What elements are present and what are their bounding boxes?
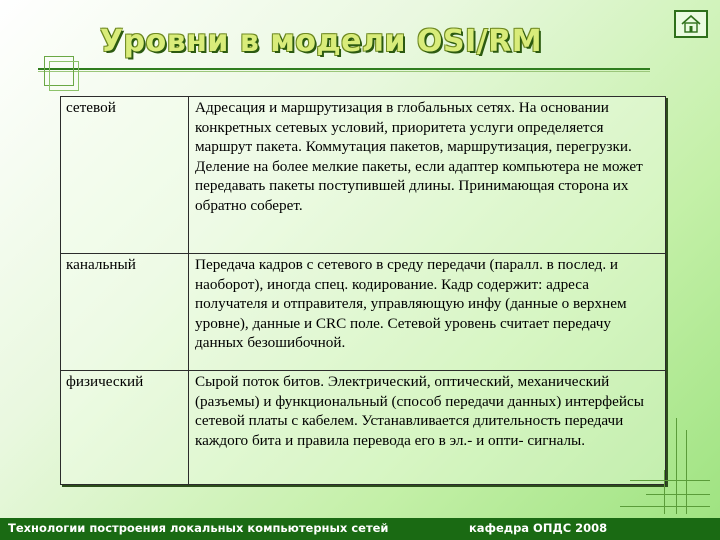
footer-course-title: Технологии построения локальных компьютерных сетей [8,521,389,535]
layer-description-cell: Адресация и маршрутизация в глобальных сетях. На основании конкретных сетевых условий, приоритета услуги определяется маршрут пакета. Коммутация пакетов, маршрутизация, перегрузки. Деление на более мелкие пакеты, если адаптер компьютера не может передавать пакеты поступившей длины. Принимающая сторона их обратно соберет. [189,97,666,254]
table-row [61,97,666,254]
home-icon [681,15,701,33]
decor-line [686,430,687,514]
decor-line [646,494,710,495]
layer-name-cell: сетевой [61,97,189,254]
decor-line [676,418,677,514]
decor-line [630,480,710,481]
footer-department: кафедра ОПДС 2008 [469,521,608,535]
layer-description-cell: Сырой поток битов. Электрический, оптический, механический (разъемы) и функциональный (способ передачи данных) интерфейсы сетевой платы с кабелем. Устанавливается длительность передачи каждого бита и правила перевода его в эл.- и опти- сигналы. [189,371,666,485]
title-underline-thin [38,71,650,72]
decor-line [664,470,665,514]
home-button[interactable] [674,10,708,38]
layer-name-cell: физический [61,371,189,485]
slide-title: Уровни в модели OSI/RM [100,24,543,59]
decor-square-inner [49,61,79,91]
title-underline [38,68,650,70]
layer-description-cell: Передача кадров с сетевого в среду передачи (паралл. в послед. и наоборот), иногда спец. кодирование. Кадр содержит: адреса получателя и отправителя, управляющую инфу (данные о верхнем уровне), данные и CRC поле. Сетевой уровень считает передачу данных безошибочной. [189,254,666,371]
table-row [61,371,666,485]
decor-line [620,506,710,507]
osi-layers-table [60,96,666,485]
table-row [61,254,666,371]
layer-name-cell: канальный [61,254,189,371]
footer-bar [0,518,720,540]
